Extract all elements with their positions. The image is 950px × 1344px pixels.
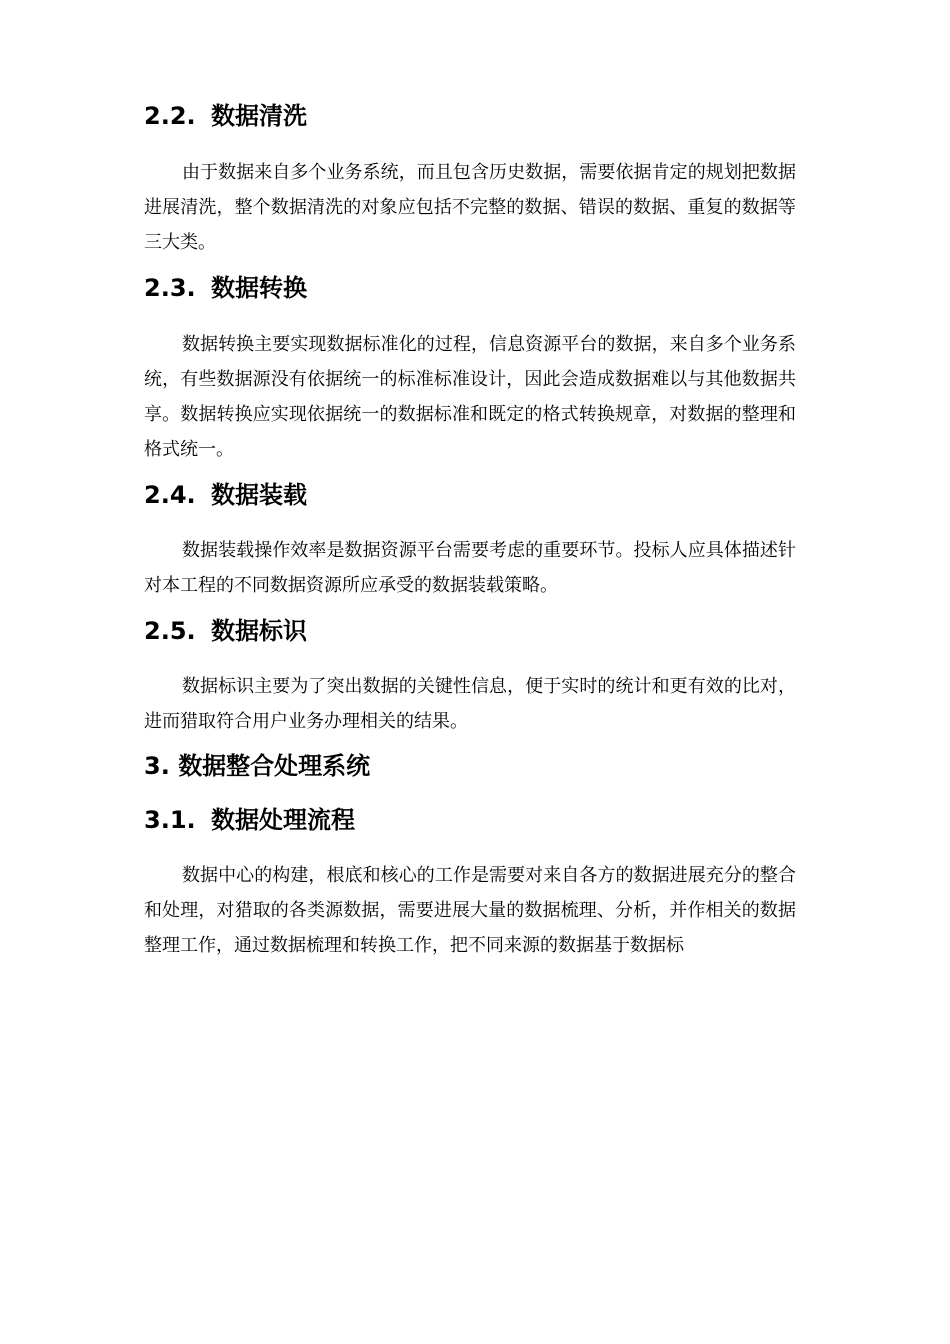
section-title: 数据清洗 bbox=[211, 102, 307, 130]
section-body-2-3: 数据转换主要实现数据标准化的过程，信息资源平台的数据，来自多个业务系统，有些数据源没有依据统一的标准标准设计，因此会造成数据难以与其他数据共享。数据转换应实现依据统一的数据标准和既定的格式转换规章，对数据的整理和格式统一。 bbox=[144, 334, 796, 460]
section-heading-2-2 bbox=[144, 101, 307, 131]
section-number: 2.3. bbox=[144, 274, 196, 302]
section-number: 3.1. bbox=[144, 806, 196, 834]
section-body-3-1: 数据中心的构建，根底和核心的工作是需要对来自各方的数据进展充分的整合和处理，对猎取的各类源数据，需要进展大量的数据梳理、分析，并作相关的数据整理工作，通过数据梳理和转换工作，把不同来源的数据基于数据标 bbox=[144, 865, 796, 956]
section-body-2-2: 由于数据来自多个业务系统，而且包含历史数据，需要依据肯定的规划把数据进展清洗，整个数据清洗的对象应包括不完整的数据、错误的数据、重复的数据等三大类。 bbox=[144, 162, 796, 253]
section-heading-2-3 bbox=[144, 273, 307, 303]
section-body-2-4: 数据装载操作效率是数据资源平台需要考虑的重要环节。投标人应具体描述针对本工程的不同数据资源所应承受的数据装载策略。 bbox=[144, 540, 796, 596]
section-number: 2.5. bbox=[144, 617, 196, 645]
section-heading-3-1 bbox=[144, 805, 355, 835]
section-title: 数据装载 bbox=[211, 481, 307, 509]
section-heading-2-4 bbox=[144, 480, 307, 510]
section-title: 数据标识 bbox=[211, 617, 307, 645]
section-number: 3. bbox=[144, 752, 170, 780]
section-number: 2.4. bbox=[144, 481, 196, 509]
section-body-2-5: 数据标识主要为了突出数据的关键性信息，便于实时的统计和更有效的比对，进而猎取符合用户业务办理相关的结果。 bbox=[144, 676, 796, 732]
section-heading-2-5 bbox=[144, 616, 307, 646]
section-title: 数据处理流程 bbox=[211, 806, 355, 834]
section-number: 2.2. bbox=[144, 102, 196, 130]
section-title: 数据转换 bbox=[211, 274, 307, 302]
section-heading-3 bbox=[144, 751, 370, 781]
section-title: 数据整合处理系统 bbox=[178, 752, 371, 780]
